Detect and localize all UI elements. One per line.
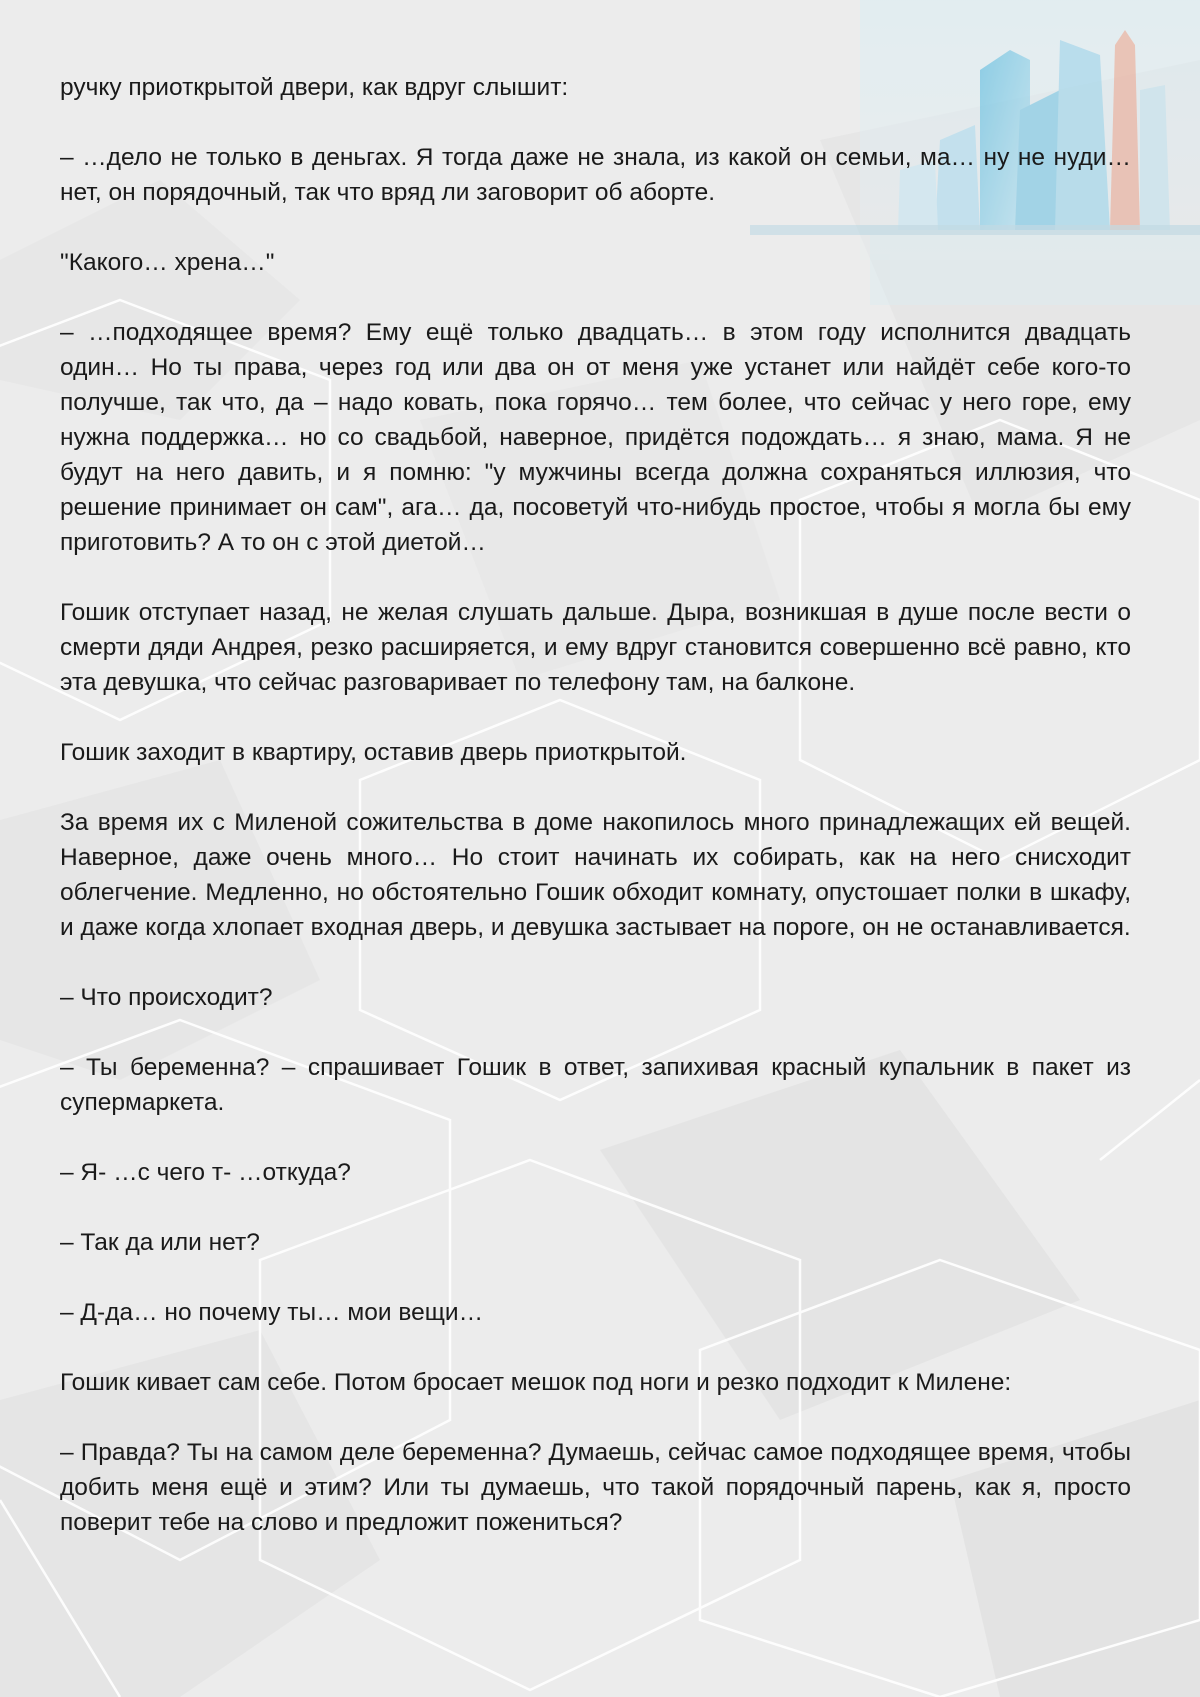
document-body <box>60 70 1131 1575</box>
paragraph: За время их с Миленой сожительства в доме накопилось много принадлежащих ей вещей. Наверное, даже очень много… Но стоит начинать их собирать, как на него снисходит облегчение. Медленно, но обстоятельно Гошик обходит комнату, опустошает полки в шкафу, и даже когда хлопает входная дверь, и девушка застывает на пороге, он не останавливается. <box>60 809 1131 941</box>
paragraph: – Так да или нет? <box>60 1229 260 1256</box>
paragraph: – …подходящее время? Ему ещё только двадцать… в этом году исполнится двадцать один… Но ты права, через год или два он от меня уже устанет или найдёт себе кого-то получше, так что, да – надо ковать, пока горячо… тем более, что сейчас у него горе, ему нужна поддержка… но со свадьбой, наверное, придётся подождать… я знаю, мама. Я не будут на него давить, и я помню: "у мужчины всегда должна сохраняться иллюзия, что решение принимает он сам", ага… да, посоветуй что-нибудь простое, чтобы я могла бы ему приготовить? А то он с этой диетой… <box>60 319 1131 556</box>
paragraph: – Правда? Ты на самом деле беременна? Думаешь, сейчас самое подходящее время, чтобы добить меня ещё и этим? Или ты думаешь, что такой порядочный парень, как я, просто поверит тебе на слово и предложит пожениться? <box>60 1439 1131 1536</box>
paragraph: Гошик заходит в квартиру, оставив дверь приоткрытой. <box>60 739 687 766</box>
paragraph: Гошик кивает сам себе. Потом бросает мешок под ноги и резко подходит к Милене: <box>60 1369 1012 1396</box>
paragraph: "Какого… хрена…" <box>60 249 275 276</box>
paragraph: – Я- …с чего т- …откуда? <box>60 1159 351 1186</box>
paragraph: Гошик отступает назад, не желая слушать дальше. Дыра, возникшая в душе после вести о смерти дяди Андрея, резко расширяется, и ему вдруг становится совершенно всё равно, кто эта девушка, что сейчас разговаривает по телефону там, на балконе. <box>60 599 1131 696</box>
paragraph: – Д-да… но почему ты… мои вещи… <box>60 1299 484 1326</box>
paragraph: ручку приоткрытой двери, как вдруг слышит: <box>60 74 569 101</box>
paragraph: – …дело не только в деньгах. Я тогда даже не знала, из какой он семьи, ма… ну не нуди… нет, он порядочный, так что вряд ли заговорит об аборте. <box>60 144 1131 206</box>
paragraph: – Ты беременна? – спрашивает Гошик в ответ, запихивая красный купальник в пакет из супермаркета. <box>60 1054 1131 1116</box>
paragraph: – Что происходит? <box>60 984 273 1011</box>
